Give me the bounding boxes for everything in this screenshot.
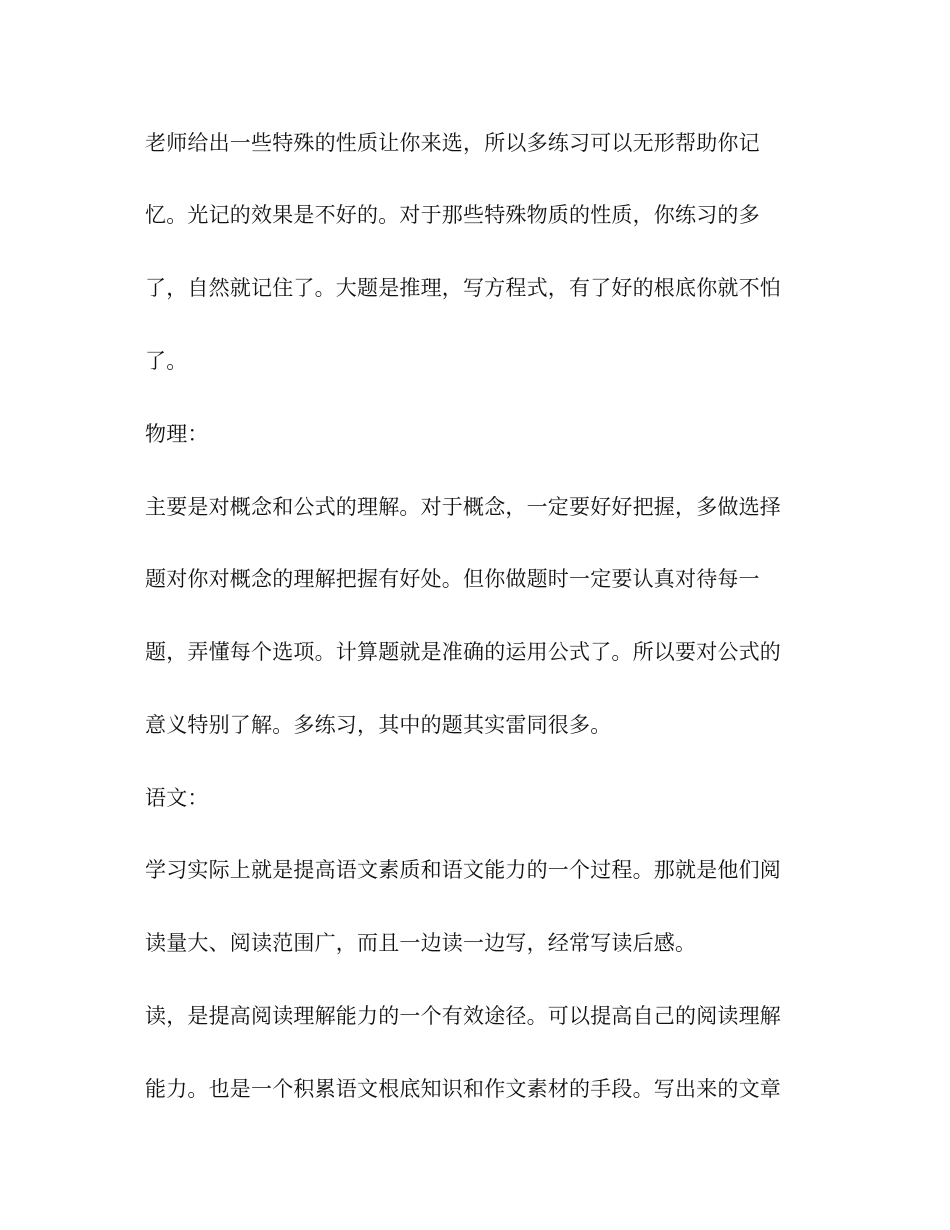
text-line: 题对你对概念的理解把握有好处。但你做题时一定要认真对待每一 [145, 567, 760, 591]
text-line: 读量大、阅读范围广，而且一边读一边写，经常写读后感。 [145, 931, 697, 955]
text-line: 意义特别了解。多练习，其中的题其实雷同很多。 [145, 713, 612, 737]
text-line: 题，弄懂每个选项。计算题就是准确的运用公式了。所以要对公式的 [145, 640, 781, 664]
section-heading-chinese: 语文： [145, 786, 209, 810]
text-line: 忆。光记的效果是不好的。对于那些特殊物质的性质，你练习的多 [145, 203, 760, 227]
text-line: 主要是对概念和公式的理解。对于概念，一定要好好把握，多做选择 [145, 495, 781, 519]
text-line: 能力。也是一个积累语文根底知识和作文素材的手段。写出来的文章 [145, 1077, 781, 1101]
section-heading-physics: 物理： [145, 422, 209, 446]
text-line: 老师给出一些特殊的性质让你来选，所以多练习可以无形帮助你记 [145, 131, 760, 155]
text-line: 了，自然就记住了。大题是推理，写方程式，有了好的根底你就不怕 [145, 276, 781, 300]
text-line: 了。 [145, 349, 188, 373]
text-line: 学习实际上就是提高语文素质和语文能力的一个过程。那就是他们阅 [145, 858, 781, 882]
text-line: 读，是提高阅读理解能力的一个有效途径。可以提高自己的阅读理解 [145, 1004, 781, 1028]
